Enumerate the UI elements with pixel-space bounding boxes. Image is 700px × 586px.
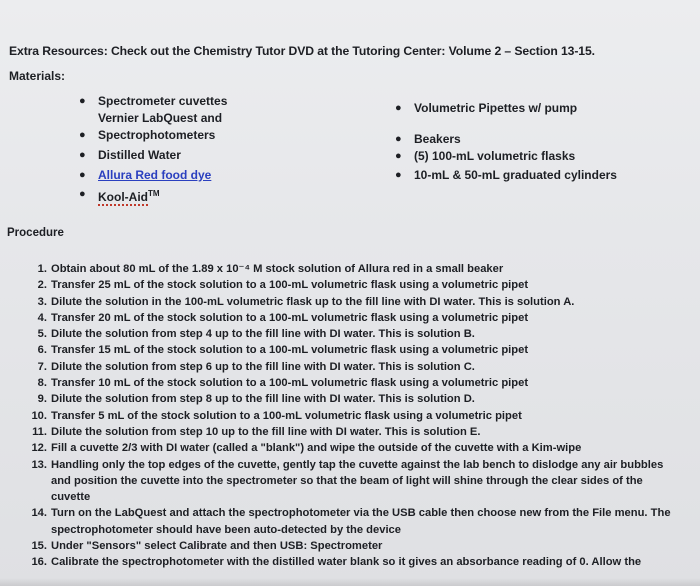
procedure-step: 5. Dilute the solution from step 4 up to the fill line with DI water. This is solution B. — [37, 328, 475, 341]
allura-red-link[interactable]: Allura Red food dye — [98, 168, 212, 182]
bullet-icon: ● — [79, 188, 86, 200]
procedure-step: 15. Under "Sensors" select Calibrate and then USB: Spectrometer — [31, 540, 383, 553]
procedure-step: 16. Calibrate the spectrophotometer with the distilled water blank so it gives an absorbance reading of 0. Allow the — [31, 556, 642, 569]
procedure-step: 11. Dilute the solution from step 10 up to the fill line with DI water. This is solution E. — [32, 425, 481, 438]
materials-list-right — [395, 100, 617, 183]
procedure-step: 7. Dilute the solution from step 6 up to the fill line with DI water. This is solution C. — [37, 360, 475, 373]
extra-resources-header: Extra Resources: Check out the Chemistry Tutor DVD at the Tutoring Center: Volume 2 – Section 13-15. — [9, 44, 595, 58]
list-item: ● Spectrophotometers — [79, 128, 216, 142]
trademark-mark: TM — [148, 189, 160, 198]
bullet-icon: ● — [395, 102, 402, 114]
bullet-icon: ● — [79, 149, 86, 161]
procedure-step: 9. Dilute the solution from step 8 up to the fill line with DI water. This is solution D. — [37, 393, 475, 406]
list-item: ● Volumetric Pipettes w/ pump — [395, 101, 578, 115]
procedure-steps — [20, 261, 685, 571]
bullet-icon: ● — [395, 133, 402, 145]
bullet-icon: ● — [395, 150, 402, 162]
procedure-step: 2. Transfer 25 mL of the stock solution to a 100-mL volumetric flask using a volumetric pipet — [37, 279, 529, 292]
procedure-step: 8. Transfer 10 mL of the stock solution to a 100-mL volumetric flask using a volumetric pipet — [37, 377, 529, 390]
procedure-step: 13. Handling only the top edges of the cuvette, gently tap the cuvette against the lab bench to dislodge any air bubbles and position the cuvette into the spectrometer so that the beam of light will shine through the clear sides of the cuvette — [31, 458, 664, 504]
materials-list-left — [79, 93, 228, 204]
list-item: ● 10-mL & 50-mL graduated cylinders — [395, 168, 617, 182]
procedure-label: Procedure — [7, 227, 64, 239]
bullet-icon: ● — [395, 169, 402, 181]
procedure-step: 1. Obtain about 80 mL of the 1.89 x 10⁻⁴ M stock solution of Allura red in a small beaker — [37, 263, 504, 275]
list-item: Vernier LabQuest and — [98, 111, 223, 125]
procedure-step: 14. Turn on the LabQuest and attach the spectrophotometer via the USB cable then choose new from the File menu. The spectrophotometer should have been auto-detected by the device — [31, 507, 671, 536]
procedure-step: 3. Dilute the solution in the 100-mL volumetric flask up to the fill line with DI water. This is solution A. — [37, 295, 575, 308]
page-bottom-shadow — [0, 578, 700, 586]
bullet-icon: ● — [79, 169, 86, 181]
procedure-step: 6. Transfer 15 mL of the stock solution to a 100-mL volumetric flask using a volumetric pipet — [37, 344, 529, 357]
procedure-step: 10. Transfer 5 mL of the stock solution to a 100-mL volumetric flask using a volumetric pipet — [31, 409, 522, 422]
procedure-step: 12. Fill a cuvette 2/3 with DI water (called a "blank") and wipe the outside of the cuvette with a Kim-wipe — [31, 442, 582, 455]
list-item: ● Distilled Water — [79, 148, 181, 162]
list-item: ● Beakers — [395, 132, 461, 146]
procedure-step: 4. Transfer 20 mL of the stock solution to a 100-mL volumetric flask using a volumetric pipet — [37, 311, 529, 324]
bullet-icon: ● — [79, 129, 86, 141]
bullet-icon: ● — [79, 95, 86, 107]
list-item: ● (5) 100-mL volumetric flasks — [395, 149, 576, 163]
materials-label: Materials: — [9, 69, 66, 83]
list-item: ● Spectrometer cuvettes — [79, 94, 228, 108]
list-item[interactable] — [79, 167, 227, 186]
list-item: ● Kool-Aid™ — [79, 188, 160, 204]
